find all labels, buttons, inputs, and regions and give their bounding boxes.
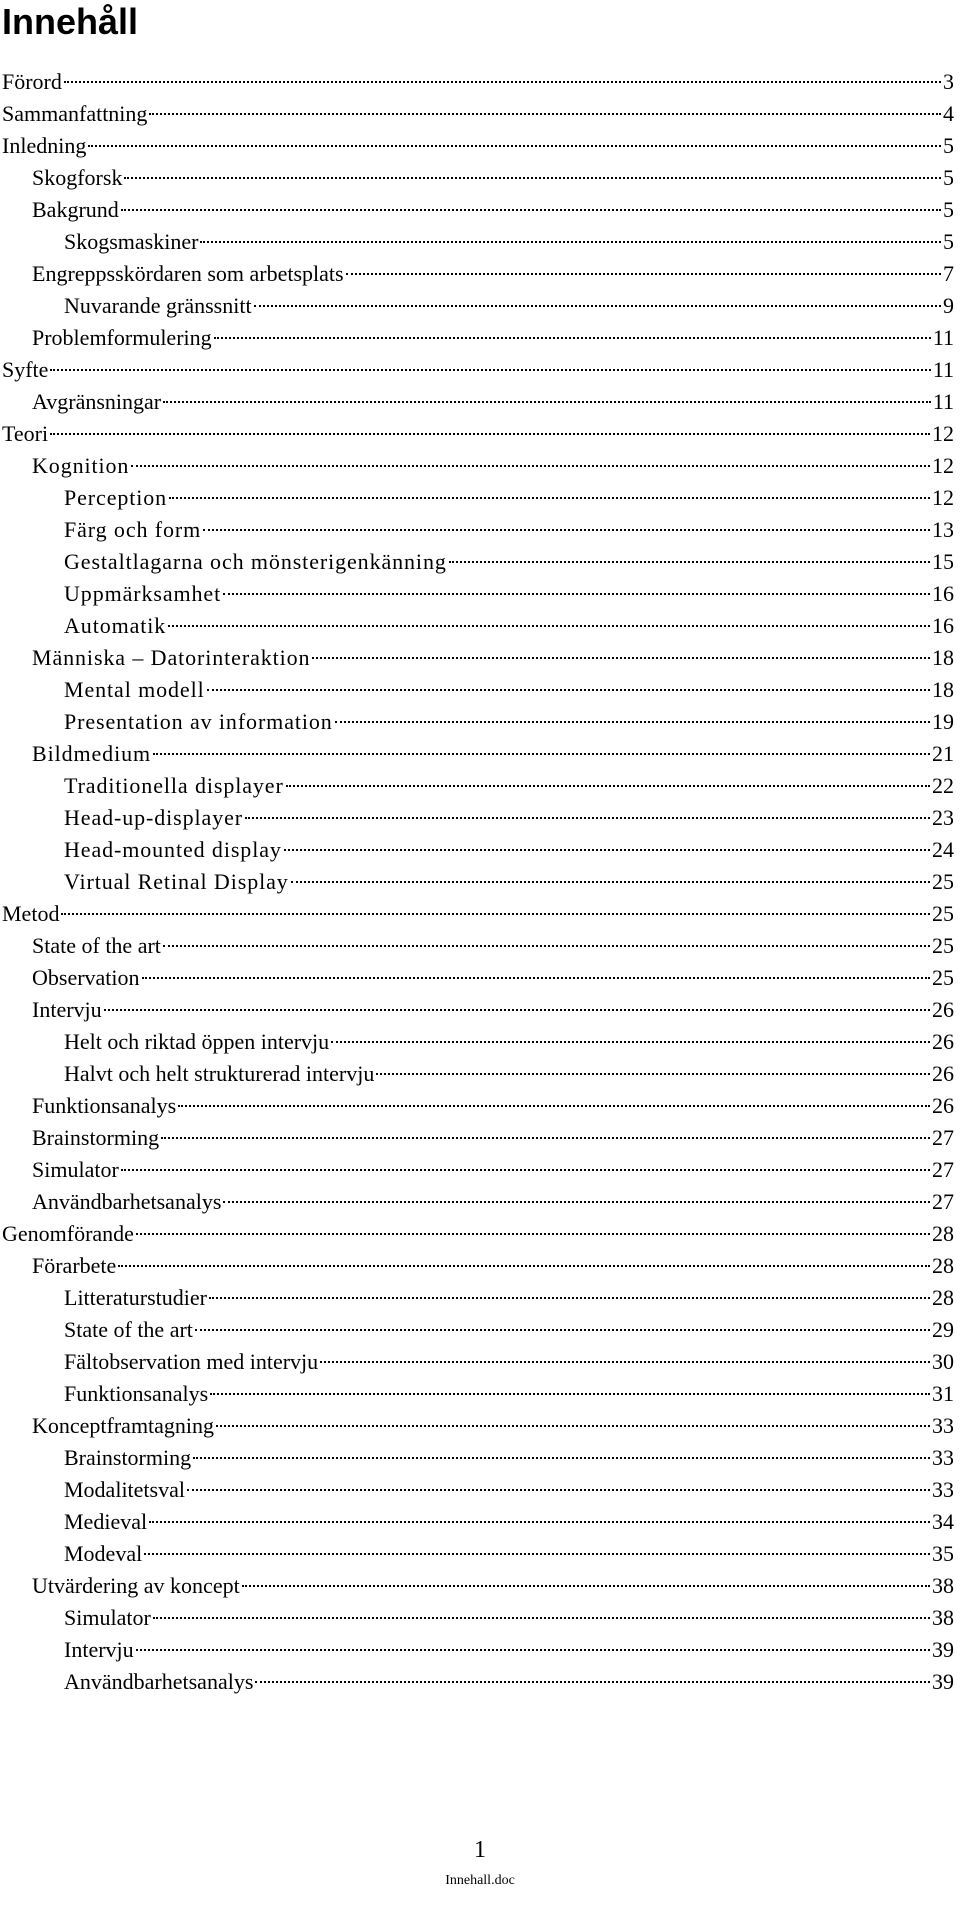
toc-entry[interactable] <box>0 1122 960 1154</box>
toc-entry-page-number: 33 <box>932 1477 954 1502</box>
table-of-contents <box>0 66 960 1698</box>
toc-entry[interactable] <box>0 1346 960 1378</box>
toc-entry-title: Modeval <box>64 1541 143 1566</box>
toc-entry-page-number: 9 <box>943 293 954 318</box>
toc-entry[interactable] <box>0 322 960 354</box>
toc-entry[interactable] <box>0 610 960 642</box>
toc-entry[interactable] <box>0 706 960 738</box>
toc-entry-title: Förarbete <box>32 1253 117 1278</box>
toc-entry-title: Medieval <box>64 1509 148 1534</box>
toc-entry-page-number: 25 <box>932 869 954 894</box>
toc-entry[interactable] <box>0 1250 960 1282</box>
toc-entry-page-number: 34 <box>932 1509 954 1534</box>
dot-leader <box>124 177 941 179</box>
toc-entry[interactable] <box>0 674 960 706</box>
toc-entry-page-number: 26 <box>932 1093 954 1118</box>
dot-leader <box>149 1521 930 1523</box>
dot-leader <box>209 1297 930 1299</box>
dot-leader <box>210 1393 930 1395</box>
toc-entry[interactable] <box>0 258 960 290</box>
toc-entry[interactable] <box>0 482 960 514</box>
toc-entry-page-number: 15 <box>932 549 954 574</box>
toc-entry[interactable] <box>0 1314 960 1346</box>
toc-entry-page-number: 3 <box>943 69 954 94</box>
toc-entry[interactable] <box>0 834 960 866</box>
toc-entry-page-number: 4 <box>943 101 954 126</box>
toc-entry[interactable] <box>0 642 960 674</box>
toc-entry[interactable] <box>0 578 960 610</box>
toc-entry-title: Funktionsanalys <box>64 1381 209 1406</box>
dot-leader <box>376 1073 930 1075</box>
toc-entry-title: Nuvarande gränssnitt <box>64 293 252 318</box>
toc-entry-title: Brainstorming <box>32 1125 160 1150</box>
toc-entry[interactable] <box>0 1538 960 1570</box>
toc-entry[interactable] <box>0 1090 960 1122</box>
dot-leader <box>163 401 931 403</box>
toc-entry-title: Kognition <box>32 453 130 478</box>
dot-leader <box>320 1361 930 1363</box>
dot-leader <box>144 1553 930 1555</box>
toc-entry-title: Funktionsanalys <box>32 1093 177 1118</box>
dot-leader <box>121 1169 930 1171</box>
toc-entry-title: Modalitetsval <box>64 1477 185 1502</box>
toc-entry[interactable] <box>0 450 960 482</box>
dot-leader <box>254 305 941 307</box>
toc-entry[interactable] <box>0 386 960 418</box>
toc-entry-title: Förord <box>2 69 62 94</box>
toc-entry-title: Färg och form <box>64 517 202 542</box>
footer-filename: Innehall.doc <box>445 1873 515 1888</box>
toc-entry-page-number: 26 <box>932 1029 954 1054</box>
toc-entry-title: Bakgrund <box>32 197 119 222</box>
toc-entry-page-number: 11 <box>932 325 954 350</box>
toc-entry[interactable] <box>0 98 960 130</box>
dot-leader <box>291 881 930 883</box>
dot-leader <box>286 785 930 787</box>
toc-entry-page-number: 31 <box>932 1381 954 1406</box>
toc-entry[interactable] <box>0 1378 960 1410</box>
footer-page-number: 1 <box>474 1837 486 1863</box>
toc-entry-title: Halvt och helt strukturerad intervju <box>64 1061 375 1086</box>
dot-leader <box>153 753 930 755</box>
toc-entry-title: Genomförande <box>2 1221 134 1246</box>
dot-leader <box>121 209 941 211</box>
toc-entry-title: Mental modell <box>64 677 205 702</box>
toc-entry-page-number: 27 <box>932 1189 954 1214</box>
toc-entry[interactable] <box>0 1282 960 1314</box>
toc-entry[interactable] <box>0 866 960 898</box>
toc-entry[interactable] <box>0 1570 960 1602</box>
toc-entry-page-number: 30 <box>932 1349 954 1374</box>
toc-entry-page-number: 25 <box>932 901 954 926</box>
dot-leader <box>136 1649 930 1651</box>
toc-entry-page-number: 38 <box>932 1605 954 1630</box>
dot-leader <box>50 369 930 371</box>
toc-entry-title: Head-mounted display <box>64 837 282 862</box>
toc-entry-page-number: 26 <box>932 1061 954 1086</box>
toc-entry[interactable] <box>0 1154 960 1186</box>
toc-entry[interactable] <box>0 514 960 546</box>
toc-entry-title: Bildmedium <box>32 741 151 766</box>
dot-leader <box>449 561 930 563</box>
toc-entry[interactable] <box>0 930 960 962</box>
toc-entry-title: Litteraturstudier <box>64 1285 207 1310</box>
dot-leader <box>168 625 930 627</box>
toc-entry[interactable] <box>0 162 960 194</box>
toc-entry-title: State of the art <box>32 933 161 958</box>
toc-entry[interactable] <box>0 66 960 98</box>
toc-entry-page-number: 19 <box>932 709 954 734</box>
toc-entry[interactable] <box>0 1410 960 1442</box>
toc-entry[interactable] <box>0 1218 960 1250</box>
dot-leader <box>64 81 941 83</box>
toc-entry-page-number: 38 <box>932 1573 954 1598</box>
toc-entry-page-number: 12 <box>932 421 954 446</box>
dot-leader <box>223 593 930 595</box>
toc-entry[interactable] <box>0 546 960 578</box>
dot-leader <box>50 433 930 435</box>
toc-entry-page-number: 27 <box>932 1125 954 1150</box>
toc-entry-page-number: 16 <box>932 581 954 606</box>
dot-leader <box>223 1201 930 1203</box>
toc-entry-title: Användbarhetsanalys <box>64 1669 254 1694</box>
dot-leader <box>346 273 941 275</box>
toc-entry-title: Virtual Retinal Display <box>64 869 289 894</box>
dot-leader <box>169 497 930 499</box>
toc-entry[interactable] <box>0 770 960 802</box>
toc-entry[interactable] <box>0 290 960 322</box>
toc-entry[interactable] <box>0 1474 960 1506</box>
dot-leader <box>195 1329 930 1331</box>
dot-leader <box>163 945 930 947</box>
toc-entry[interactable] <box>0 354 960 386</box>
toc-entry[interactable] <box>0 226 960 258</box>
toc-entry-title: Automatik <box>64 613 167 638</box>
dot-leader <box>61 913 930 915</box>
toc-entry-title: Simulator <box>64 1605 151 1630</box>
toc-entry-page-number: 18 <box>932 645 954 670</box>
toc-entry-page-number: 11 <box>932 389 954 414</box>
toc-entry-page-number: 11 <box>932 357 954 382</box>
dot-leader <box>331 1041 930 1043</box>
toc-entry[interactable] <box>0 1506 960 1538</box>
toc-entry-title: Intervju <box>32 997 102 1022</box>
toc-entry[interactable] <box>0 194 960 226</box>
toc-entry-title: Presentation av information <box>64 709 333 734</box>
dot-leader <box>142 977 930 979</box>
dot-leader <box>214 337 931 339</box>
dot-leader <box>104 1009 930 1011</box>
toc-entry[interactable] <box>0 1634 960 1666</box>
dot-leader <box>178 1105 930 1107</box>
toc-entry-page-number: 28 <box>932 1285 954 1310</box>
toc-entry-page-number: 21 <box>932 741 954 766</box>
toc-entry-page-number: 29 <box>932 1317 954 1342</box>
toc-entry-page-number: 26 <box>932 997 954 1022</box>
toc-entry[interactable] <box>0 1602 960 1634</box>
toc-entry-page-number: 35 <box>932 1541 954 1566</box>
toc-entry-page-number: 5 <box>943 133 954 158</box>
toc-entry-page-number: 25 <box>932 933 954 958</box>
dot-leader <box>312 657 930 659</box>
dot-leader <box>187 1489 930 1491</box>
toc-entry-page-number: 22 <box>932 773 954 798</box>
toc-entry-title: Människa – Datorinteraktion <box>32 645 311 670</box>
toc-entry-title: Intervju <box>64 1637 134 1662</box>
dot-leader <box>88 145 941 147</box>
dot-leader <box>118 1265 930 1267</box>
dot-leader <box>216 1425 930 1427</box>
dot-leader <box>131 465 930 467</box>
toc-entry-title: Brainstorming <box>64 1445 192 1470</box>
dot-leader <box>245 817 930 819</box>
toc-entry-title: Utvärdering av koncept <box>32 1573 240 1598</box>
dot-leader <box>203 529 930 531</box>
toc-entry-page-number: 5 <box>943 165 954 190</box>
toc-entry-title: Traditionella displayer <box>64 773 284 798</box>
toc-entry[interactable] <box>0 994 960 1026</box>
toc-entry-page-number: 24 <box>932 837 954 862</box>
dot-leader <box>136 1233 930 1235</box>
toc-entry-title: Konceptframtagning <box>32 1413 215 1438</box>
toc-entry-title: Skogsmaskiner <box>64 229 199 254</box>
toc-entry-title: Teori <box>2 421 49 446</box>
dot-leader <box>255 1681 930 1683</box>
toc-entry[interactable] <box>0 418 960 450</box>
dot-leader <box>284 849 930 851</box>
toc-entry-page-number: 25 <box>932 965 954 990</box>
dot-leader <box>161 1137 930 1139</box>
dot-leader <box>242 1585 930 1587</box>
toc-entry-page-number: 13 <box>932 517 954 542</box>
toc-entry-title: Avgränsningar <box>32 389 162 414</box>
toc-entry-page-number: 5 <box>943 229 954 254</box>
toc-entry[interactable] <box>0 1058 960 1090</box>
toc-entry-page-number: 27 <box>932 1157 954 1182</box>
toc-entry-title: Syfte <box>2 357 49 382</box>
toc-entry-title: Fältobservation med intervju <box>64 1349 319 1374</box>
toc-entry-title: Simulator <box>32 1157 119 1182</box>
toc-entry-title: Problemformulering <box>32 325 212 350</box>
dot-leader <box>335 721 930 723</box>
dot-leader <box>200 241 941 243</box>
toc-entry[interactable] <box>0 1186 960 1218</box>
toc-entry-page-number: 39 <box>932 1669 954 1694</box>
toc-entry-title: Engreppsskördaren som arbetsplats <box>32 261 344 286</box>
toc-entry-page-number: 23 <box>932 805 954 830</box>
toc-entry-title: State of the art <box>64 1317 193 1342</box>
toc-entry-page-number: 28 <box>932 1221 954 1246</box>
toc-entry-page-number: 33 <box>932 1413 954 1438</box>
toc-entry-title: Perception <box>64 485 168 510</box>
toc-entry[interactable] <box>0 1666 960 1698</box>
toc-entry-title: Helt och riktad öppen intervju <box>64 1029 330 1054</box>
toc-entry[interactable] <box>0 130 960 162</box>
toc-entry[interactable] <box>0 898 960 930</box>
toc-entry-title: Observation <box>32 965 140 990</box>
toc-entry-page-number: 28 <box>932 1253 954 1278</box>
page-title: Innehåll <box>2 1 139 42</box>
toc-entry-page-number: 12 <box>932 485 954 510</box>
toc-entry-title: Skogforsk <box>32 165 123 190</box>
dot-leader <box>149 113 941 115</box>
toc-entry[interactable] <box>0 1026 960 1058</box>
toc-entry-title: Head-up-displayer <box>64 805 244 830</box>
toc-entry-title: Sammanfattning <box>2 101 148 126</box>
toc-entry-page-number: 39 <box>932 1637 954 1662</box>
toc-entry-page-number: 5 <box>943 197 954 222</box>
toc-entry-page-number: 12 <box>932 453 954 478</box>
toc-entry-page-number: 7 <box>943 261 954 286</box>
dot-leader <box>153 1617 930 1619</box>
toc-entry-page-number: 16 <box>932 613 954 638</box>
toc-entry-title: Gestaltlagarna och mönsterigenkänning <box>64 549 447 574</box>
toc-entry-page-number: 18 <box>932 677 954 702</box>
toc-entry-title: Metod <box>2 901 60 926</box>
toc-entry-title: Uppmärksamhet <box>64 581 222 606</box>
toc-entry-page-number: 33 <box>932 1445 954 1470</box>
toc-entry[interactable] <box>0 738 960 770</box>
dot-leader <box>193 1457 930 1459</box>
toc-entry-title: Användbarhetsanalys <box>32 1189 222 1214</box>
dot-leader <box>207 689 930 691</box>
toc-entry[interactable] <box>0 1442 960 1474</box>
toc-entry[interactable] <box>0 962 960 994</box>
toc-entry-title: Inledning <box>2 133 87 158</box>
toc-entry[interactable] <box>0 802 960 834</box>
